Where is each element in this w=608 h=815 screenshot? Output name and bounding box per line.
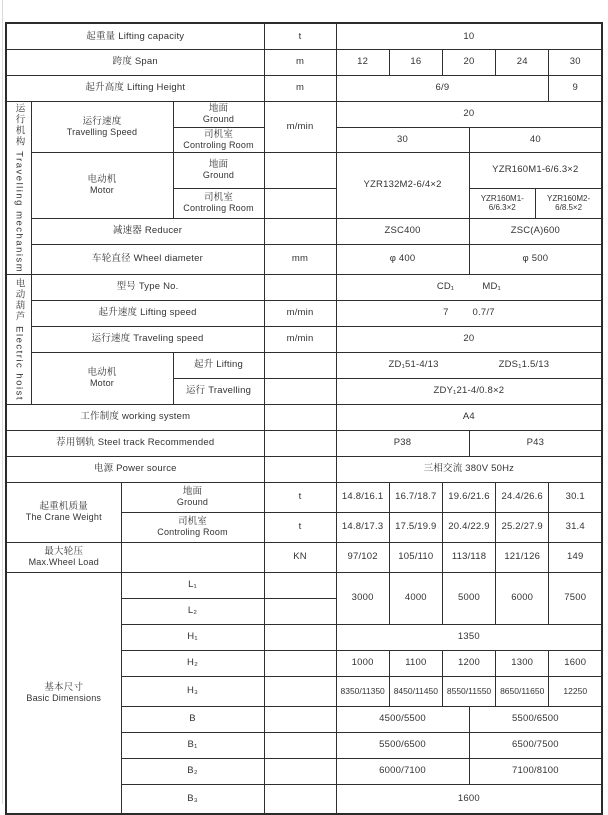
value-reducer-left: ZSC400 (336, 218, 469, 244)
sublabel-eh-motor-lifting: 起升 Lifting (173, 352, 264, 378)
value-ts-room-right: 40 (469, 127, 602, 152)
value-b3: 1600 (336, 784, 602, 814)
value-cw-ground-2: 16.7/18.7 (389, 482, 442, 512)
sublabel-l1: L₁ (121, 572, 264, 598)
value-h3-5: 12250 (549, 676, 602, 706)
unit-motor-room (264, 188, 336, 218)
unit-b2 (264, 758, 336, 784)
label-type-no: 型号 Type No. (31, 274, 264, 300)
unit-h2 (264, 650, 336, 676)
unit-max-wheel-load: KN (264, 542, 336, 572)
label-steel-track: 荐用钢轨 Steel track Recommended (6, 430, 264, 456)
sublabel-ts-controlling-room: 司机室 Controling Room (173, 127, 264, 152)
value-h3-2: 8450/11450 (389, 676, 442, 706)
value-lifting-speed: 7 0.7/7 (336, 300, 602, 326)
label-wheel-diameter: 车轮直径 Wheel diameter (31, 244, 264, 274)
sublabel-h1: H₁ (121, 624, 264, 650)
value-h1: 1350 (336, 624, 602, 650)
value-power-source: 三相交流 380V 50Hz (336, 456, 602, 482)
value-h2-4: 1300 (496, 650, 549, 676)
label-lifting-speed: 起升速度 Lifting speed (31, 300, 264, 326)
value-cw-room-3: 20.4/22.9 (442, 512, 495, 542)
unit-l1 (264, 572, 336, 598)
value-cw-ground-1: 14.8/16.1 (336, 482, 389, 512)
value-h2-2: 1100 (389, 650, 442, 676)
sublabel-b: B (121, 706, 264, 732)
label-span: 跨度 Span (6, 49, 264, 75)
value-l-1: 3000 (336, 572, 389, 624)
value-working-system: A4 (336, 404, 602, 430)
sublabel-cw-controlling-room: 司机室 Controling Room (121, 512, 264, 542)
sublabel-b2: B₂ (121, 758, 264, 784)
value-motor-left: YZR132M2-6/4×2 (336, 152, 469, 218)
unit-steel-track (264, 430, 336, 456)
value-b1-left: 5500/6500 (336, 732, 469, 758)
value-cw-ground-5: 30.1 (549, 482, 602, 512)
value-mwl-3: 113/118 (442, 542, 495, 572)
sublabel-max-wheel-load-empty (121, 542, 264, 572)
unit-power-source (264, 456, 336, 482)
crane-spec-table (5, 22, 603, 815)
unit-working-system (264, 404, 336, 430)
value-span-3: 20 (442, 49, 495, 75)
value-cw-room-5: 31.4 (549, 512, 602, 542)
value-b2-left: 6000/7100 (336, 758, 469, 784)
unit-span: m (264, 49, 336, 75)
value-h3-4: 8650/11650 (496, 676, 549, 706)
value-span-4: 24 (496, 49, 549, 75)
value-lifting-capacity: 10 (336, 23, 602, 49)
unit-h1 (264, 624, 336, 650)
value-b-right: 5500/6500 (469, 706, 602, 732)
unit-l2 (264, 598, 336, 624)
sublabel-cw-ground: 地面 Ground (121, 482, 264, 512)
value-h3-3: 8550/11550 (442, 676, 495, 706)
unit-lifting-speed: m/min (264, 300, 336, 326)
value-type-no: CD₁ MD₁ (336, 274, 602, 300)
sublabel-l2: L₂ (121, 598, 264, 624)
value-l-3: 5000 (442, 572, 495, 624)
page-edge-line (2, 0, 3, 804)
sublabel-b3: B₃ (121, 784, 264, 814)
sublabel-ts-ground: 地面 Ground (173, 101, 264, 127)
unit-type-no (264, 274, 336, 300)
unit-wheel-diameter: mm (264, 244, 336, 274)
sublabel-h2: H₂ (121, 650, 264, 676)
label-eh-motor: 电动机 Motor (31, 352, 173, 404)
section-electric-hoist: 电动葫芦 Electric hoist (6, 274, 31, 404)
unit-motor-ground (264, 152, 336, 188)
label-eh-traveling-speed: 运行速度 Traveling speed (31, 326, 264, 352)
label-working-system: 工作制度 working system (6, 404, 264, 430)
sublabel-motor-controlling-room: 司机室 Controling Room (173, 188, 264, 218)
value-l-2: 4000 (389, 572, 442, 624)
value-eh-traveling-speed: 20 (336, 326, 602, 352)
label-tm-motor: 电动机 Motor (31, 152, 173, 218)
value-ts-ground: 20 (336, 101, 602, 127)
unit-b3 (264, 784, 336, 814)
value-l-4: 6000 (496, 572, 549, 624)
label-basic-dimensions: 基本尺寸 Basic Dimensions (6, 572, 121, 814)
unit-h3 (264, 676, 336, 706)
value-eh-motor-travelling: ZDY₁21-4/0.8×2 (336, 378, 602, 404)
value-wheel-diameter-right: φ 500 (469, 244, 602, 274)
value-ts-room-left: 30 (336, 127, 469, 152)
value-mwl-4: 121/126 (496, 542, 549, 572)
unit-cw-room: t (264, 512, 336, 542)
unit-b (264, 706, 336, 732)
value-lifting-height-last: 9 (549, 75, 602, 101)
value-reducer-right: ZSC(A)600 (469, 218, 602, 244)
label-reducer: 减速器 Reducer (31, 218, 264, 244)
unit-lifting-capacity: t (264, 23, 336, 49)
value-lifting-height-main: 6/9 (336, 75, 549, 101)
value-cw-room-2: 17.5/19.9 (389, 512, 442, 542)
sublabel-b1: B₁ (121, 732, 264, 758)
value-motor-right-bottom-right: YZR160M2-6/8.5×2 (536, 188, 603, 218)
value-mwl-1: 97/102 (336, 542, 389, 572)
value-wheel-diameter-left: φ 400 (336, 244, 469, 274)
value-eh-motor-lifting: ZD₁51-4/13 ZDS₁1.5/13 (336, 352, 602, 378)
value-span-1: 12 (336, 49, 389, 75)
value-steel-track-right: P43 (469, 430, 602, 456)
value-b-left: 4500/5500 (336, 706, 469, 732)
sublabel-h3: H₃ (121, 676, 264, 706)
value-cw-room-1: 14.8/17.3 (336, 512, 389, 542)
value-h3-1: 8350/11350 (336, 676, 389, 706)
unit-eh-motor-travelling (264, 378, 336, 404)
value-mwl-2: 105/110 (389, 542, 442, 572)
unit-reducer (264, 218, 336, 244)
unit-travelling-speed: m/min (264, 101, 336, 152)
value-b2-right: 7100/8100 (469, 758, 602, 784)
value-span-5: 30 (549, 49, 602, 75)
value-b1-right: 6500/7500 (469, 732, 602, 758)
unit-cw-ground: t (264, 482, 336, 512)
unit-eh-traveling-speed: m/min (264, 326, 336, 352)
section-travelling-mechanism: 运行机构 Travelling mechanism (6, 101, 31, 274)
value-mwl-5: 149 (549, 542, 602, 572)
unit-lifting-height: m (264, 75, 336, 101)
value-h2-5: 1600 (549, 650, 602, 676)
label-lifting-height: 起升高度 Lifting Height (6, 75, 264, 101)
value-motor-right-top: YZR160M1-6/6.3×2 (469, 152, 602, 188)
label-lifting-capacity: 起重量 Lifting capacity (6, 23, 264, 49)
value-h2-3: 1200 (442, 650, 495, 676)
label-max-wheel-load: 最大轮压 Max.Wheel Load (6, 542, 121, 572)
sublabel-eh-motor-travelling: 运行 Travelling (173, 378, 264, 404)
value-steel-track-left: P38 (336, 430, 469, 456)
value-l-5: 7500 (549, 572, 602, 624)
value-cw-ground-4: 24.4/26.6 (496, 482, 549, 512)
label-power-source: 电源 Power source (6, 456, 264, 482)
label-travelling-speed: 运行速度 Travelling Speed (31, 101, 173, 152)
label-crane-weight: 起重机质量 The Crane Weight (6, 482, 121, 542)
value-span-2: 16 (389, 49, 442, 75)
sublabel-motor-ground: 地面 Ground (173, 152, 264, 188)
value-h2-1: 1000 (336, 650, 389, 676)
value-motor-right-bottom-left: YZR160M1-6/6.3×2 (469, 188, 535, 218)
value-cw-room-4: 25.2/27.9 (496, 512, 549, 542)
value-cw-ground-3: 19.6/21.6 (442, 482, 495, 512)
unit-eh-motor-lifting (264, 352, 336, 378)
unit-b1 (264, 732, 336, 758)
